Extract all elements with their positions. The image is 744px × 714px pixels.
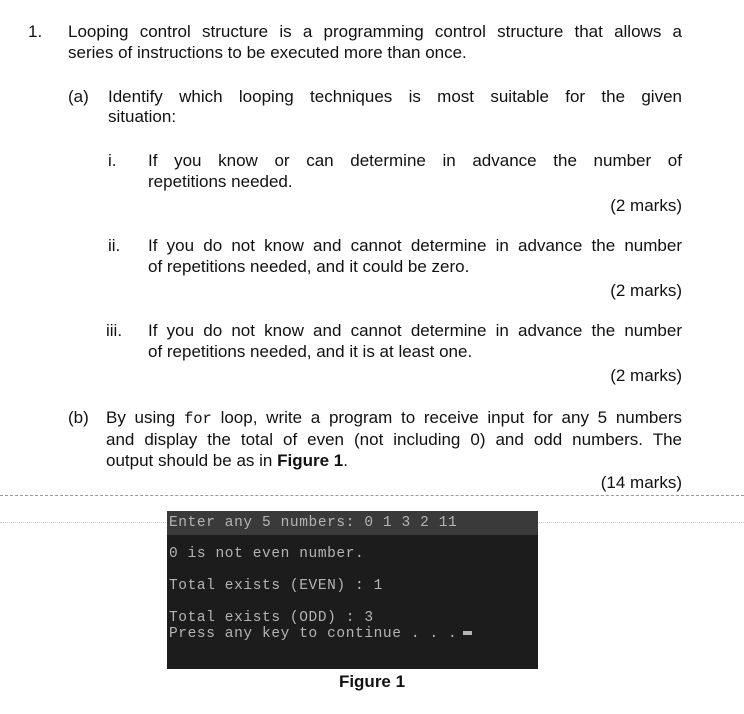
item-i-marks: (2 marks)	[610, 196, 682, 215]
console-line-4: Total exists (ODD) : 3	[169, 610, 374, 626]
part-b-marks: (14 marks)	[600, 473, 682, 492]
item-iii-label: iii.	[106, 321, 123, 340]
intro-line-1: Looping control structure is a programming control structure that allows a	[68, 22, 682, 41]
console-line-3: Total exists (EVEN) : 1	[169, 578, 383, 594]
item-ii-label: ii.	[108, 236, 121, 255]
item-iii-line-1: If you do not know and cannot determine in advance the number	[148, 321, 682, 340]
part-b-line-3	[106, 450, 348, 471]
part-a-prompt-line-2: situation:	[108, 107, 177, 126]
intro-line-2: series of instructions to be executed more than once.	[68, 43, 467, 62]
part-a-label: (a)	[68, 87, 89, 106]
console-line-2: 0 is not even number.	[169, 546, 365, 562]
item-ii-line-2: of repetitions needed, and it could be zero.	[148, 257, 470, 276]
part-b-line-1	[106, 407, 682, 430]
cursor-icon	[463, 631, 472, 635]
question-number: 1.	[28, 22, 43, 41]
console-output-figure	[167, 511, 538, 669]
part-a-prompt-line-1: Identify which looping techniques is most suitable for the given	[108, 87, 682, 106]
item-iii-line-2: of repetitions needed, and it is at least one.	[148, 342, 473, 361]
part-b-label: (b)	[68, 408, 89, 427]
page-separator	[0, 495, 744, 496]
for-keyword: for	[183, 410, 212, 428]
item-i-line-2: repetitions needed.	[148, 172, 293, 191]
part-b-line-2: and display the total of even (not including 0) and odd numbers. The	[106, 430, 682, 449]
console-line-5	[169, 626, 472, 643]
console-line-5-text: Press any key to continue . . .	[169, 626, 458, 642]
part-b-line-3-post: .	[343, 451, 348, 470]
figure-caption: Figure 1	[338, 672, 406, 691]
figure-reference: Figure 1	[277, 451, 344, 470]
item-i-line-1: If you know or can determine in advance the number of	[148, 151, 682, 170]
item-ii-line-1: If you do not know and cannot determine in advance the number	[148, 236, 682, 255]
item-ii-marks: (2 marks)	[610, 281, 682, 300]
part-b-line-1-post: loop, write a program to receive input for any 5 numbers	[220, 408, 682, 427]
item-i-label: i.	[108, 151, 117, 170]
console-line-1: Enter any 5 numbers: 0 1 3 2 11	[169, 515, 458, 531]
item-iii-marks: (2 marks)	[610, 366, 682, 385]
part-b-line-3-pre: output should be as in	[106, 451, 273, 470]
part-b-line-1-pre: By using	[106, 408, 176, 427]
